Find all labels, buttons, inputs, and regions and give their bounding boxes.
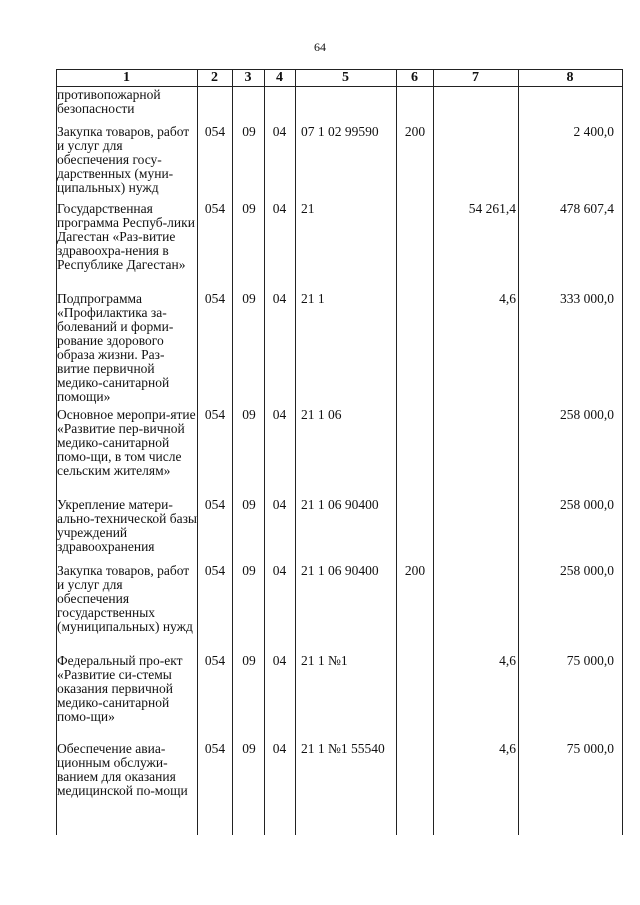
- row-amount-7: 4,6: [499, 291, 516, 306]
- row-amount-8: 75 000,0: [566, 741, 614, 756]
- row-target-article: 21: [301, 201, 315, 216]
- row-amount-8: 258 000,0: [560, 563, 614, 578]
- column-divider: [433, 69, 434, 835]
- row-amount-8: 258 000,0: [560, 407, 614, 422]
- column-header: 2: [211, 70, 218, 85]
- row-expense-type: 200: [404, 563, 426, 578]
- row-amount-7: 4,6: [499, 653, 516, 668]
- row-name: Укрепление матери-ально-технической базы учреждений здравоохранения: [57, 497, 197, 554]
- row-code-subsection: 04: [272, 653, 287, 668]
- row-code-admin: 054: [204, 291, 226, 306]
- row-name: Обеспечение авиа-ционным обслужи-ванием для оказания медицинской по-мощи: [57, 741, 188, 798]
- column-header: 4: [276, 70, 283, 85]
- row-code-section: 09: [242, 124, 256, 139]
- row-amount-8: 2 400,0: [573, 124, 614, 139]
- column-divider: [295, 69, 296, 835]
- row-code-subsection: 04: [272, 563, 287, 578]
- row-name: Закупка товаров, работ и услуг для обеспечения государственных (муниципальных) нужд: [57, 563, 193, 634]
- row-amount-8: 333 000,0: [560, 291, 614, 306]
- row-amount-8: 478 607,4: [560, 201, 614, 216]
- column-header: 3: [244, 70, 252, 85]
- row-code-admin: 054: [204, 201, 226, 216]
- row-code-subsection: 04: [272, 741, 287, 756]
- row-target-article: 21 1 06: [301, 407, 342, 422]
- row-code-section: 09: [242, 741, 256, 756]
- row-name: Подпрограмма «Профилактика за-болеваний и форми-рование здорового образа жизни. Раз-витие первичной медико-санитарной помощи»: [57, 291, 174, 404]
- row-target-article: 21 1 №1: [301, 653, 348, 668]
- row-code-subsection: 04: [272, 124, 287, 139]
- row-code-section: 09: [242, 291, 256, 306]
- row-amount-8: 75 000,0: [566, 653, 614, 668]
- row-code-admin: 054: [204, 741, 226, 756]
- column-header: 7: [472, 70, 479, 85]
- row-code-subsection: 04: [272, 497, 287, 512]
- column-divider: [518, 69, 519, 835]
- row-code-subsection: 04: [272, 201, 287, 216]
- row-code-admin: 054: [204, 407, 226, 422]
- row-code-admin: 054: [204, 563, 226, 578]
- row-code-section: 09: [242, 201, 256, 216]
- page-number: 64: [314, 40, 326, 54]
- row-code-section: 09: [242, 407, 256, 422]
- column-divider: [232, 69, 233, 835]
- row-amount-8: 258 000,0: [560, 497, 614, 512]
- column-divider: [197, 69, 198, 835]
- column-header: 1: [123, 70, 130, 85]
- column-header: 8: [566, 70, 574, 85]
- column-divider: [622, 69, 623, 835]
- row-amount-7: 4,6: [499, 741, 516, 756]
- row-target-article: 07 1 02 99590: [301, 124, 379, 139]
- row-expense-type: 200: [404, 124, 426, 139]
- continuation-text: противопожарной безопасности: [57, 87, 161, 116]
- row-name: Закупка товаров, работ и услуг для обеспечения госу-дарственных (муни-ципальных) нужд: [57, 124, 190, 195]
- row-code-section: 09: [242, 497, 256, 512]
- row-target-article: 21 1: [301, 291, 325, 306]
- row-name: Государственная программа Респуб-лики Дагестан «Раз-витие здравоохра-нения в Республике Дагестан»: [57, 201, 195, 272]
- row-target-article: 21 1 №1 55540: [301, 741, 385, 756]
- row-code-admin: 054: [204, 497, 226, 512]
- row-target-article: 21 1 06 90400: [301, 563, 379, 578]
- row-code-admin: 054: [204, 653, 226, 668]
- row-code-subsection: 04: [272, 407, 287, 422]
- column-divider: [396, 69, 397, 835]
- row-name: Федеральный про-ект «Развитие си-стемы оказания первичной медико-санитарной помо-щи»: [57, 653, 183, 724]
- row-name: Основное меропри-ятие «Развитие пер-вичной медико-санитарной помо-щи, в том числе сельским жителям»: [57, 407, 196, 478]
- column-header: 6: [411, 70, 418, 85]
- row-code-section: 09: [242, 653, 256, 668]
- column-header: 5: [342, 70, 349, 85]
- column-divider: [264, 69, 265, 835]
- row-code-subsection: 04: [272, 291, 287, 306]
- row-code-section: 09: [242, 563, 256, 578]
- row-amount-7: 54 261,4: [468, 201, 516, 216]
- row-code-admin: 054: [204, 124, 226, 139]
- row-target-article: 21 1 06 90400: [301, 497, 379, 512]
